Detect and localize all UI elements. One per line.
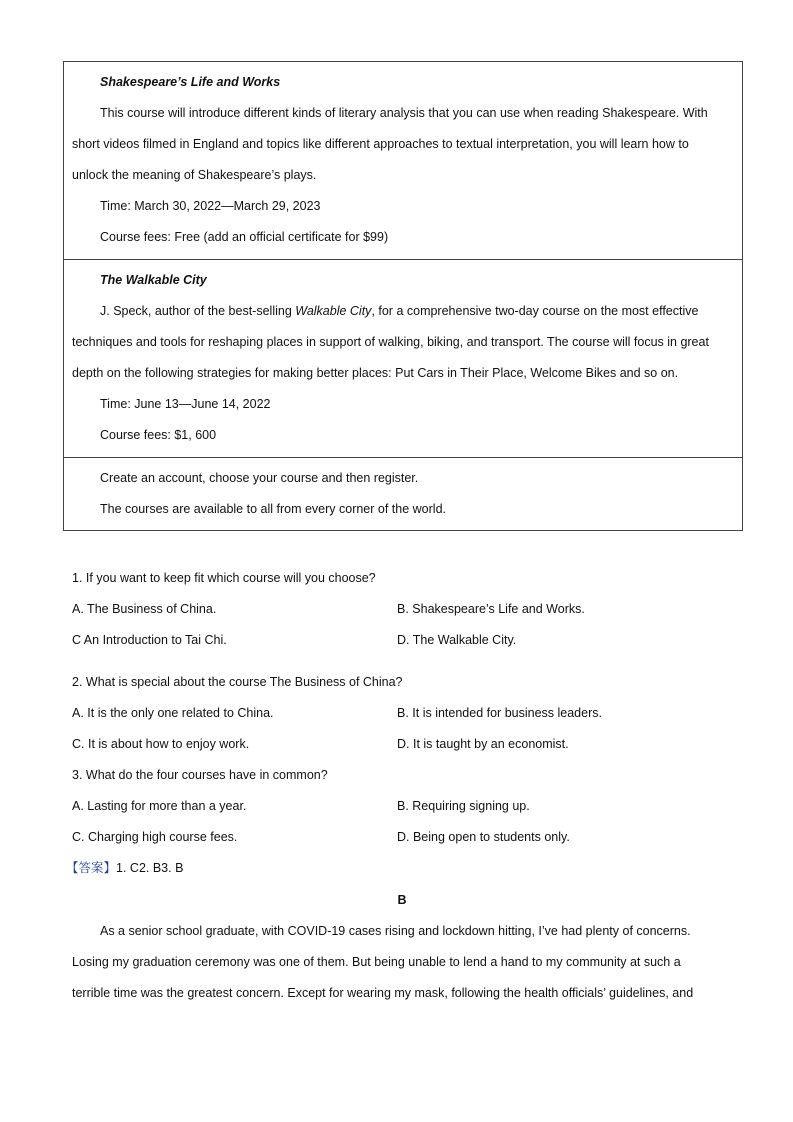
course-fees: Course fees: $1, 600 — [100, 428, 217, 442]
note-line: Create an account, choose your course and then register. — [100, 471, 419, 485]
course-title: The Walkable City — [100, 273, 207, 287]
question-stem: 3. What do the four courses have in common? — [72, 768, 328, 782]
course-desc-line: techniques and tools for reshaping places in support of walking, biking, and transport. The course will focus in great — [72, 335, 709, 349]
course-title: Shakespeare’s Life and Works — [100, 75, 281, 89]
passage-line: terrible time was the greatest concern. Except for wearing my mask, following the health officials’ guidelines, and — [72, 986, 694, 1000]
answer-text: 1. C2. B3. B — [116, 861, 184, 875]
course-fees: Course fees: Free (add an official certificate for $99) — [100, 230, 389, 244]
question-1 — [72, 563, 732, 656]
option-row — [72, 791, 732, 822]
option-a: A. Lasting for more than a year. — [72, 799, 247, 813]
option-b: B. Requiring signing up. — [397, 799, 530, 813]
course-shakespeare — [64, 62, 742, 260]
course-desc-line — [72, 296, 734, 327]
question-stem: 1. If you want to keep fit which course will you choose? — [72, 571, 376, 585]
course-desc-line: This course will introduce different kinds of literary analysis that you can use when reading Shakespeare. With — [100, 106, 708, 120]
option-d: D. It is taught by an economist. — [397, 737, 569, 751]
course-desc-line: depth on the following strategies for making better places: Put Cars in Their Place, Welcome Bikes and so on. — [72, 366, 679, 380]
course-table — [63, 61, 743, 531]
passage-line: As a senior school graduate, with COVID-19 cases rising and lockdown hitting, I’ve had plenty of concerns. — [100, 924, 691, 938]
option-c: C. It is about how to enjoy work. — [72, 737, 250, 751]
option-a: A. It is the only one related to China. — [72, 706, 274, 720]
option-c: C An Introduction to Tai Chi. — [72, 633, 227, 647]
section-heading: B — [397, 893, 407, 907]
course-time: Time: March 30, 2022—March 29, 2023 — [100, 199, 321, 213]
registration-note — [64, 458, 742, 530]
option-d: D. Being open to students only. — [397, 830, 570, 844]
option-a: A. The Business of China. — [72, 602, 217, 616]
desc-text: J. Speck, author of the best-selling — [100, 304, 296, 318]
option-b: B. Shakespeare’s Life and Works. — [397, 602, 585, 616]
option-d: D. The Walkable City. — [397, 633, 517, 647]
passage-line: Losing my graduation ceremony was one of them. But being unable to lend a hand to my community at such a — [72, 955, 681, 969]
option-c: C. Charging high course fees. — [72, 830, 238, 844]
desc-text: , for a comprehensive two-day course on the most effective — [371, 304, 699, 318]
option-row — [72, 594, 732, 625]
option-b: B. It is intended for business leaders. — [397, 706, 602, 720]
option-row — [72, 729, 732, 760]
course-time: Time: June 13—June 14, 2022 — [100, 397, 271, 411]
option-row — [72, 625, 732, 656]
answer-key — [66, 853, 726, 884]
book-title: Walkable City — [295, 304, 372, 318]
question-2 — [72, 667, 732, 760]
question-stem: 2. What is special about the course The Business of China? — [72, 675, 403, 689]
question-3 — [72, 760, 732, 853]
option-row — [72, 698, 732, 729]
section-b — [72, 885, 732, 1009]
note-line: The courses are available to all from every corner of the world. — [100, 502, 446, 516]
answer-line — [66, 853, 726, 884]
course-desc-line: short videos filmed in England and topics like different approaches to textual interpretation, you will learn how to — [72, 137, 689, 151]
course-desc-line: unlock the meaning of Shakespeare’s plays. — [72, 168, 317, 182]
course-walkable-city — [64, 260, 742, 458]
option-row — [72, 822, 732, 853]
answer-label: 【答案】 — [66, 861, 117, 875]
